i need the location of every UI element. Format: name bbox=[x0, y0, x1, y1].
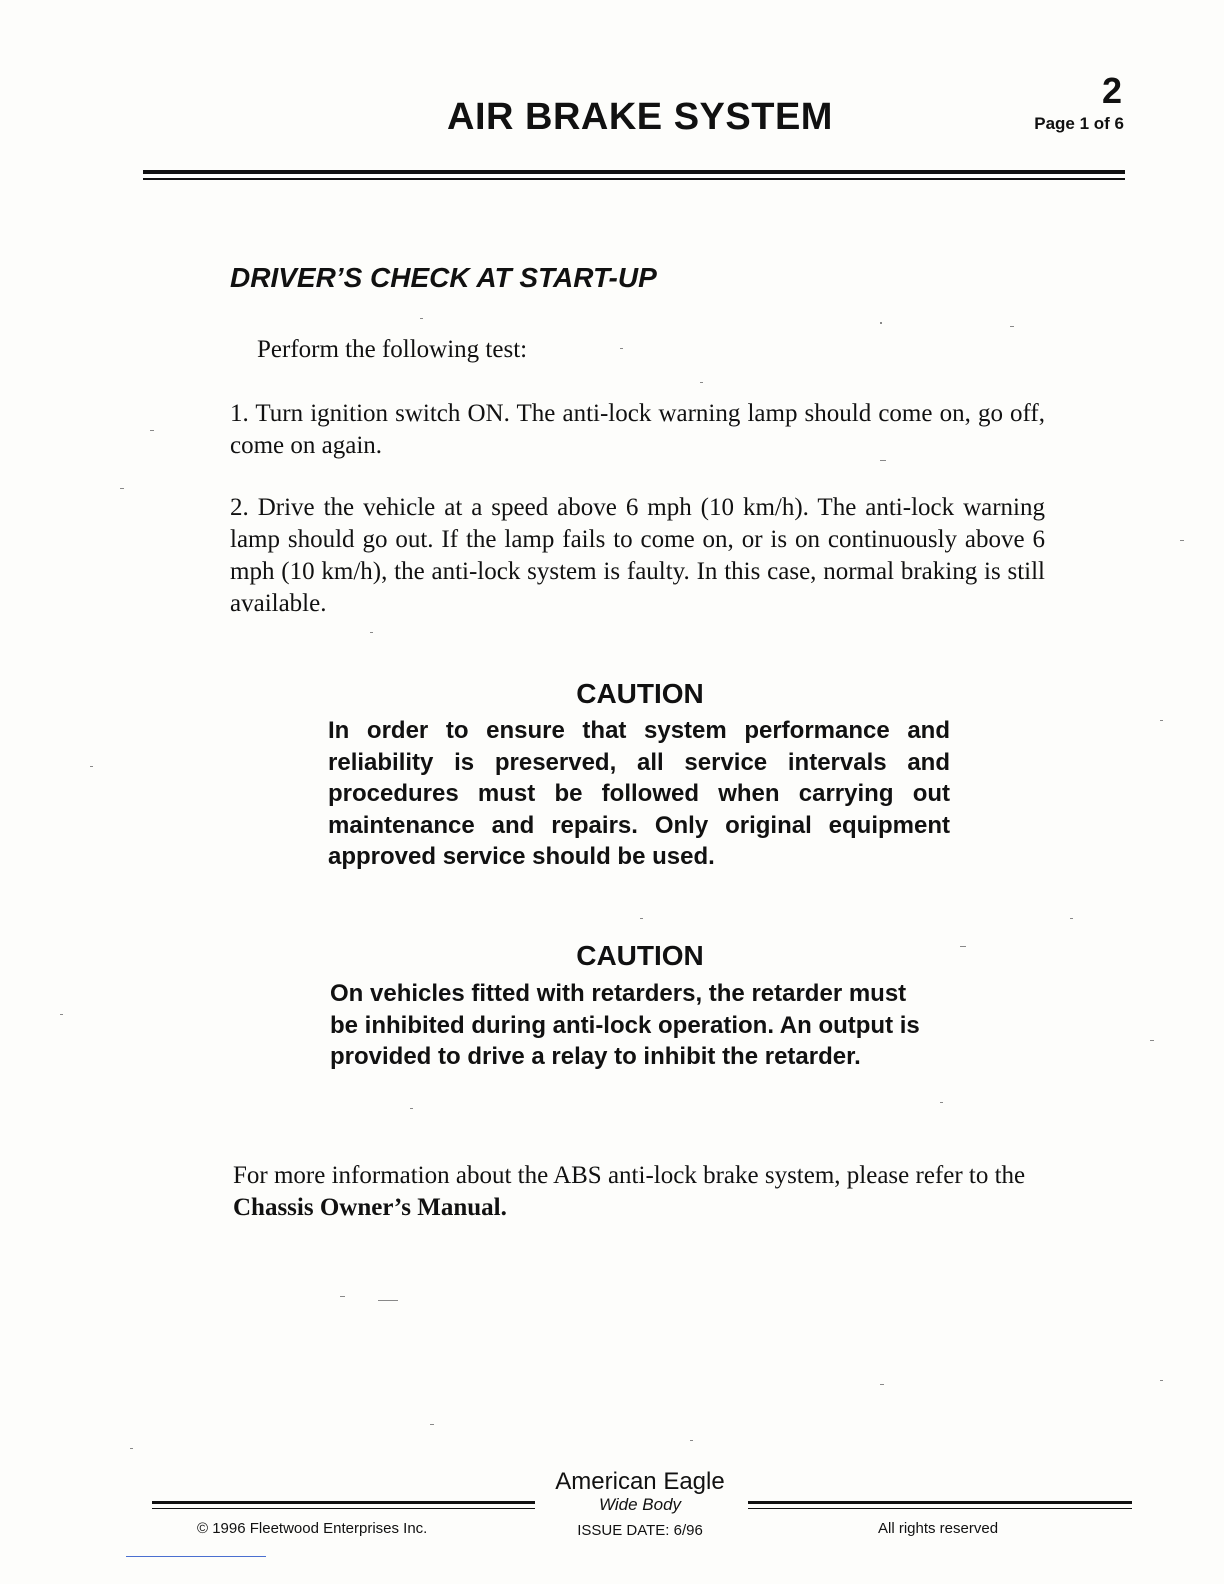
footer-divider-right-thin bbox=[748, 1508, 1132, 1509]
manual-reference: Chassis Owner’s Manual. bbox=[233, 1194, 507, 1221]
page-indicator: Page 1 of 6 bbox=[1034, 114, 1124, 133]
footer-model: Wide Body bbox=[598, 1495, 682, 1514]
caution-2-line: provided to drive a relay to inhibit the retarder. bbox=[330, 1043, 861, 1070]
footer-divider-right bbox=[748, 1501, 1132, 1504]
caution-1-title: CAUTION bbox=[576, 678, 704, 709]
chapter-number: 2 bbox=[1101, 70, 1122, 111]
section-heading: DRIVER’S CHECK AT START-UP bbox=[230, 262, 657, 293]
page-title: AIR BRAKE SYSTEM bbox=[447, 96, 833, 138]
footer-issue-date: ISSUE DATE: 6/96 bbox=[577, 1522, 703, 1539]
scan-edge-mark bbox=[126, 1556, 266, 1557]
step-2-text: 2. Drive the vehicle at a speed above 6 mph (10 km/h). The anti-lock warning lamp should go out. If the lamp fails to come on, or is on continuously above 6 mph (10 km/h), the anti-lock system is faulty. In this case, normal braking is still available. bbox=[230, 494, 1045, 617]
more-info-prefix: For more information about the ABS anti-lock brake system, please refer to the bbox=[233, 1162, 1026, 1189]
header-divider-thin bbox=[143, 178, 1125, 180]
footer-divider-left bbox=[152, 1501, 535, 1504]
more-info-text bbox=[233, 1160, 1053, 1224]
footer-brand: American Eagle bbox=[555, 1468, 725, 1495]
footer-copyright: © 1996 Fleetwood Enterprises Inc. bbox=[197, 1520, 428, 1537]
caution-2-text bbox=[330, 978, 970, 1073]
caution-2-title: CAUTION bbox=[576, 940, 704, 971]
header-divider-thick bbox=[143, 170, 1125, 174]
footer-rights: All rights reserved bbox=[878, 1520, 999, 1537]
footer-divider-left-thin bbox=[152, 1508, 535, 1509]
step-1-text: 1. Turn ignition switch ON. The anti-lock warning lamp should come on, go off, come on again. bbox=[230, 400, 1045, 459]
caution-1-text: In order to ensure that system performance and reliability is preserved, all service intervals and procedures must be followed when carrying out maintenance and repairs. Only original equipment approved service should be used. bbox=[328, 717, 950, 870]
caution-2-line: On vehicles fitted with retarders, the retarder must bbox=[330, 980, 907, 1007]
intro-text: Perform the following test: bbox=[257, 336, 528, 363]
caution-2-line: be inhibited during anti-lock operation. An output is bbox=[330, 1011, 920, 1039]
